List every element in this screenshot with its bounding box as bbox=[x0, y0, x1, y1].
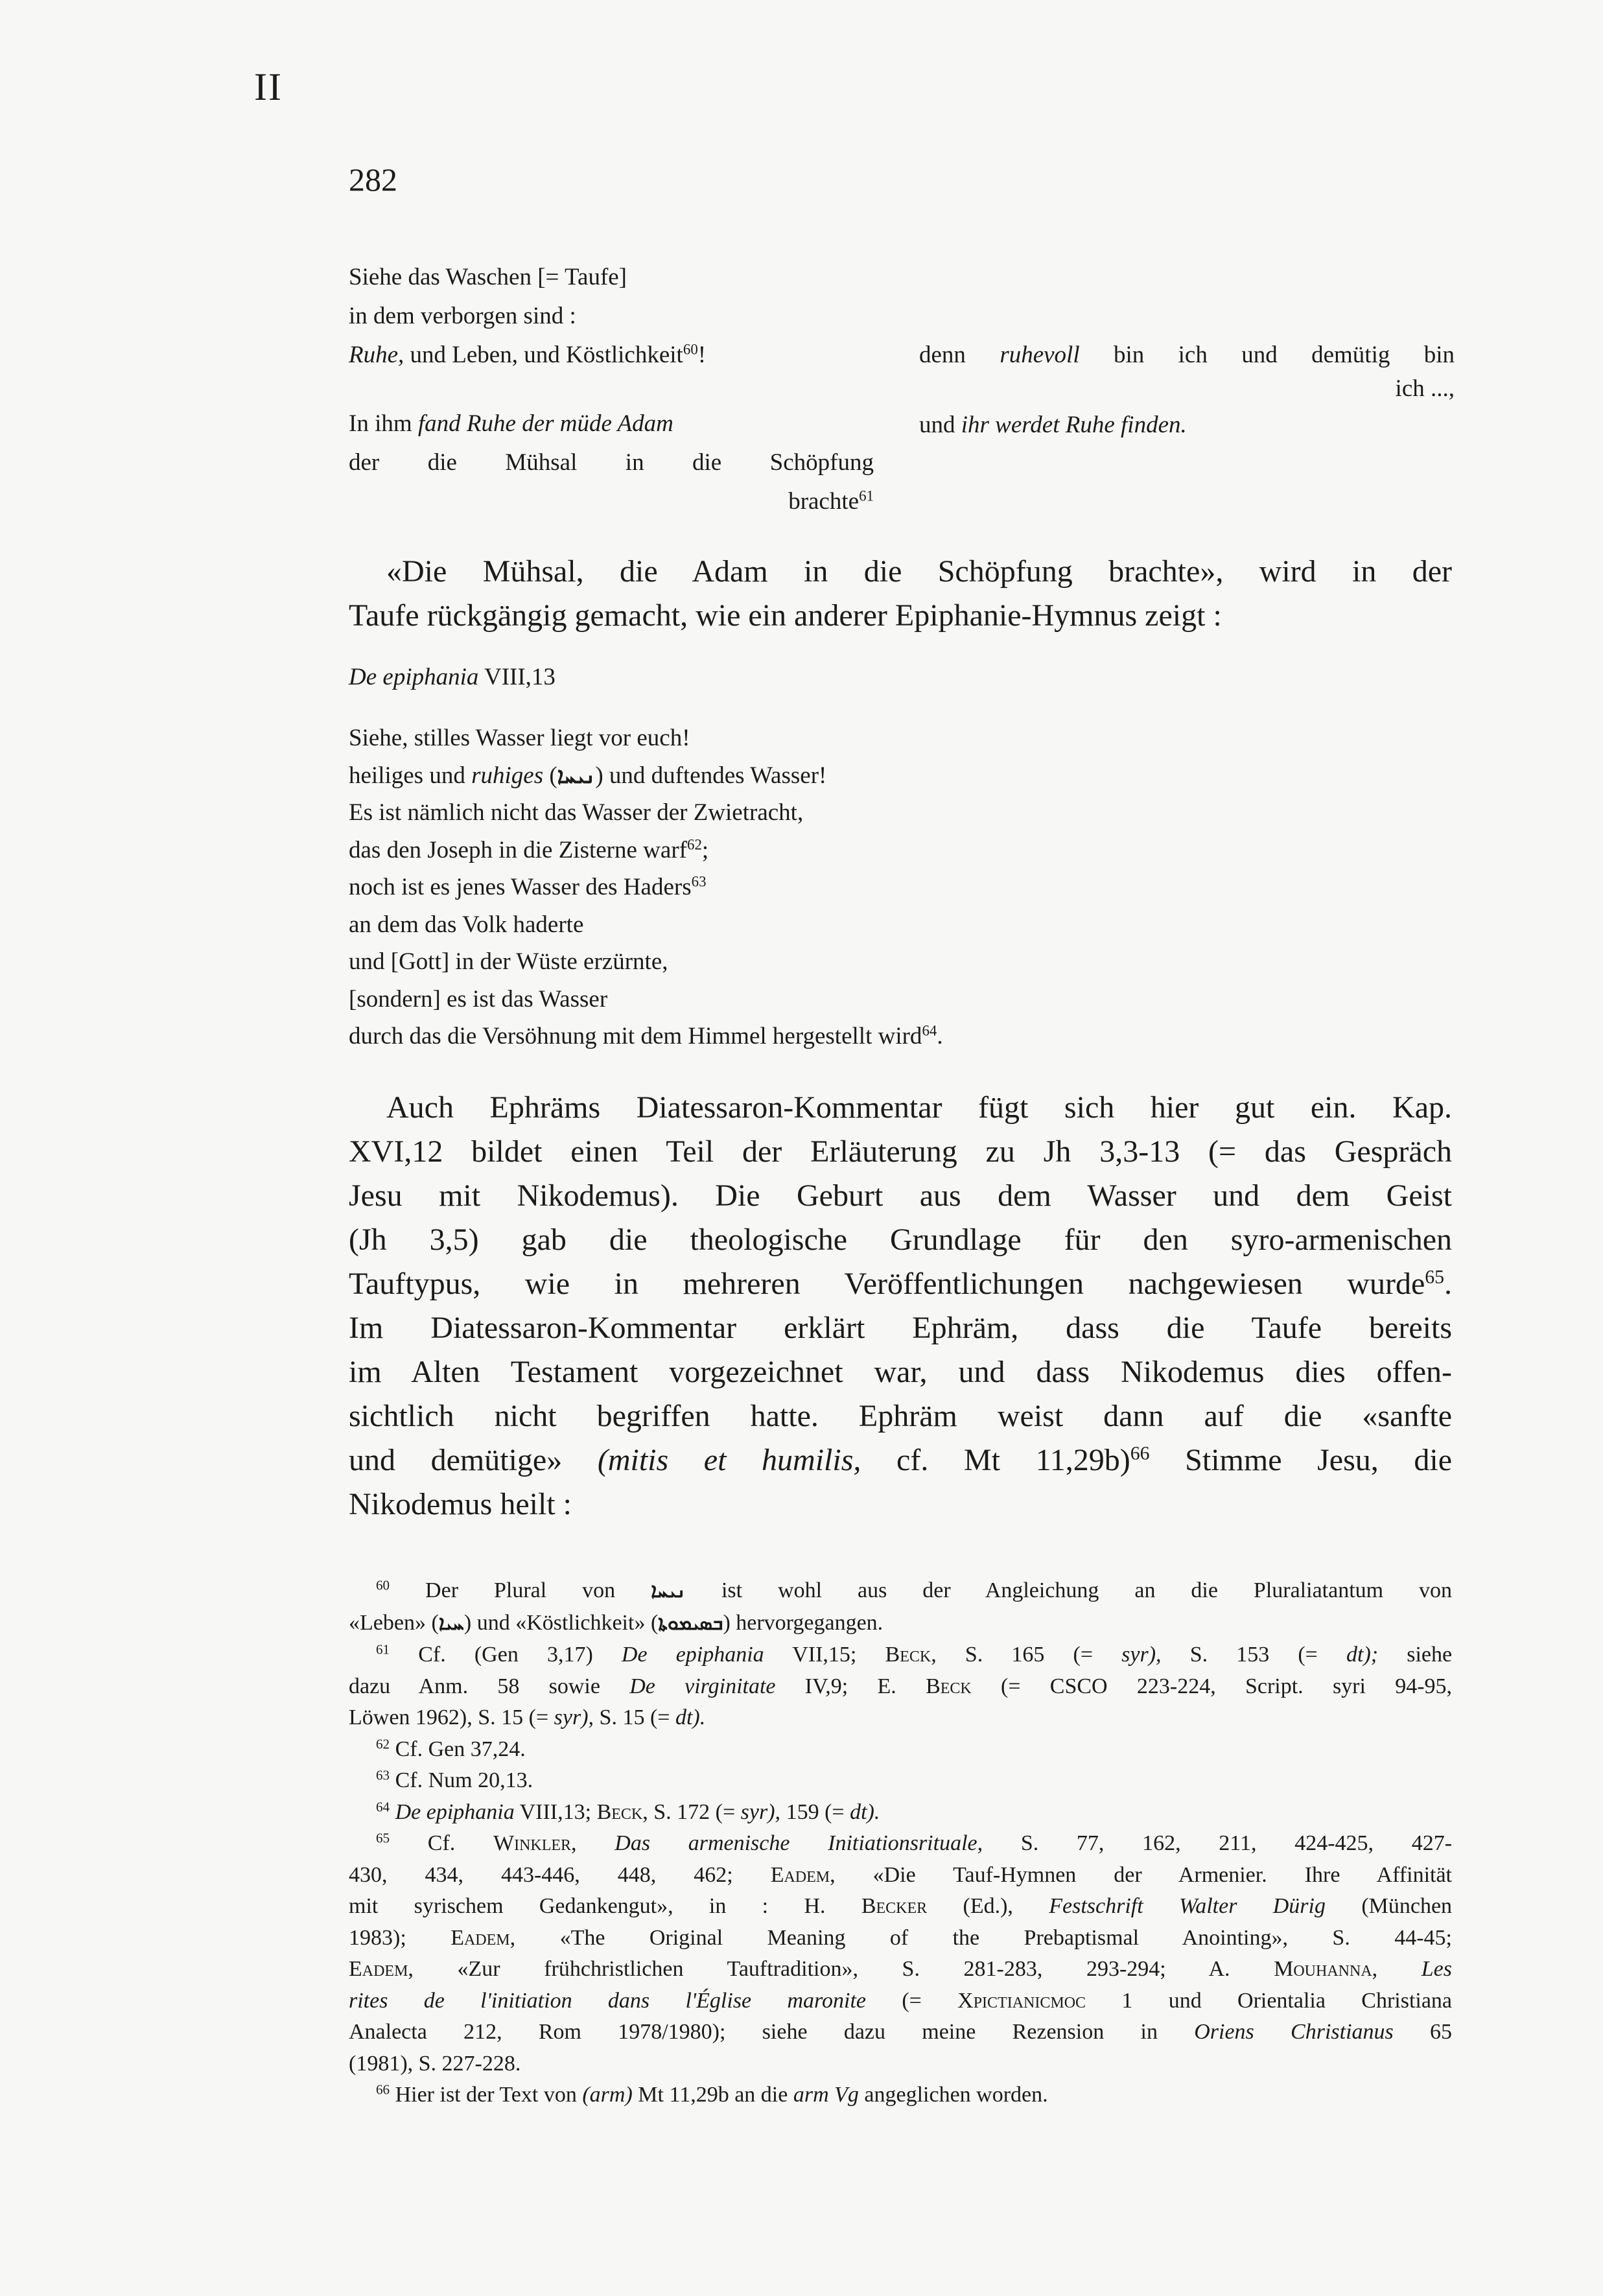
source-citation bbox=[349, 661, 556, 694]
text-run: Stimme Jesu, die bbox=[1185, 1443, 1453, 1477]
text-line: (Jh 3,5) gab die theologische Grundlage für den syro-armenischen bbox=[349, 1223, 1452, 1257]
note-text: Cf. bbox=[427, 1831, 456, 1855]
note-text: S. 77, 162, 211, 424-425, 427- bbox=[1020, 1831, 1453, 1855]
note-text: mit syrischem Gedankengut», in : H. bbox=[349, 1894, 826, 1918]
page-number: 282 bbox=[349, 161, 397, 198]
emph-phrase: ihr werdet Ruhe finden. bbox=[961, 412, 1187, 438]
footnote-65-cont: (1981), S. 227-228. bbox=[349, 2051, 521, 2076]
poem-text: das den Joseph in die Zisterne warf bbox=[349, 836, 687, 863]
poem-line: und [Gott] in der Wüste erzürnte, bbox=[349, 948, 668, 975]
note-text: Löwen 1962), S. 15 (= bbox=[349, 1705, 549, 1729]
poem-right-column bbox=[919, 336, 1455, 445]
poem-text: brachte bbox=[788, 488, 860, 515]
note-title: Les bbox=[1421, 1957, 1452, 1981]
author-name: Beck bbox=[926, 1674, 972, 1698]
poem-text: ; bbox=[701, 836, 709, 863]
emph-phrase: fand Ruhe der müde Adam bbox=[417, 410, 673, 437]
author-name: Eadem, bbox=[349, 1957, 414, 1981]
citation-title: De epiphania bbox=[349, 664, 479, 690]
note-text: VIII,13; bbox=[519, 1799, 592, 1824]
note-text: 65 bbox=[1430, 2020, 1453, 2044]
poem-text: . bbox=[937, 1023, 943, 1049]
poem-text: ( bbox=[549, 762, 557, 789]
note-text: Der Plural von bbox=[425, 1578, 616, 1602]
body-paragraph bbox=[349, 1086, 1452, 1527]
poem-line bbox=[349, 336, 880, 375]
footnote-65-cont bbox=[349, 1860, 1452, 1892]
note-abbrev: dt). bbox=[850, 1799, 880, 1824]
note-text: dazu Anm. 58 sowie bbox=[349, 1674, 600, 1698]
author-name: Beck, bbox=[596, 1799, 648, 1824]
note-text: 430, 434, 443-446, 448, 462; bbox=[349, 1862, 733, 1887]
footnote-number: 64 bbox=[376, 1798, 390, 1814]
chapter-marker: II bbox=[254, 65, 283, 108]
footnote-ref: 65 bbox=[1425, 1266, 1444, 1288]
note-abbrev: dt). bbox=[675, 1705, 706, 1729]
text-line: Auch Ephräms Diatessaron-Kommentar fügt sich hier gut ein. Kap. bbox=[386, 1090, 1452, 1125]
footnote-number: 63 bbox=[376, 1767, 390, 1783]
footnote-number: 61 bbox=[376, 1641, 390, 1658]
note-text: S. 172 (= bbox=[653, 1799, 736, 1824]
note-text: siehe bbox=[1407, 1643, 1453, 1667]
poem-line: ich ..., bbox=[1395, 375, 1455, 402]
footnote-60 bbox=[349, 1575, 1452, 1608]
emph-word: ruhiges bbox=[471, 762, 544, 789]
series-name: Xpictianicmoc bbox=[957, 1988, 1086, 2013]
poem-text: ) und duftendes Wasser! bbox=[595, 762, 827, 789]
poem-text: denn bbox=[919, 342, 966, 368]
note-abbrev: (arm) bbox=[582, 2083, 633, 2107]
poem-line: der die Mühsal in die Schöpfung bbox=[349, 449, 874, 476]
poem-line bbox=[349, 832, 943, 869]
poem-line bbox=[349, 757, 943, 795]
footnote-ref: 66 bbox=[1130, 1442, 1150, 1464]
note-text: Mt 11,29b an die bbox=[638, 2083, 788, 2107]
text-run: und demütige» bbox=[349, 1443, 563, 1477]
syriac-word: ܢܝܚܐ bbox=[651, 1580, 686, 1602]
poem-text: heiliges und bbox=[349, 762, 465, 789]
footnote-ref: 60 bbox=[683, 341, 698, 358]
text-line: Im Diatessaron-Kommentar erklärt Ephräm, dass die Taufe bereits bbox=[349, 1311, 1452, 1345]
note-text: Hier ist der Text von bbox=[395, 2083, 577, 2107]
note-text: ) und «Köstlichkeit» ( bbox=[463, 1610, 659, 1635]
syriac-word: ܒܣܝܡܘܬܐ bbox=[658, 1611, 723, 1635]
text-line: «Die Mühsal, die Adam in die Schöpfung brachte», wird in der bbox=[386, 554, 1452, 589]
note-text: (München bbox=[1361, 1894, 1453, 1918]
emph-phrase: (mitis et humilis, bbox=[597, 1443, 861, 1477]
footnote-61-cont bbox=[349, 1702, 1452, 1734]
footnote-65-cont bbox=[349, 2017, 1452, 2048]
text-line: im Alten Testament vorgezeichnet war, und dass Nikodemus dies offen- bbox=[349, 1355, 1452, 1389]
poem-line bbox=[919, 406, 1455, 445]
poem-line: an dem das Volk haderte bbox=[349, 911, 584, 938]
poem-text: noch ist es jenes Wasser des Haders bbox=[349, 874, 692, 900]
emph-word: ruhevoll bbox=[1000, 342, 1080, 368]
note-text: Cf. Num 20,13. bbox=[395, 1768, 533, 1792]
footnote-65-cont bbox=[349, 1986, 1452, 2017]
footnote-ref: 63 bbox=[691, 873, 707, 890]
author-name: Becker bbox=[861, 1894, 928, 1918]
note-abbrev: syr), bbox=[740, 1799, 781, 1824]
note-title: De epiphania bbox=[395, 1799, 515, 1824]
poem-text: bin ich und demütig bin bbox=[1114, 342, 1455, 368]
poem-line: Siehe, stilles Wasser liegt vor euch! bbox=[349, 725, 690, 751]
text-line bbox=[349, 1438, 1452, 1482]
footnote-64 bbox=[349, 1797, 1452, 1829]
footnote-63 bbox=[349, 1765, 1452, 1797]
footnote-ref: 64 bbox=[922, 1022, 937, 1039]
footnote-number: 60 bbox=[376, 1577, 390, 1593]
footnote-65-cont bbox=[349, 1954, 1452, 1986]
citation-ref: VIII,13 bbox=[484, 664, 556, 690]
poem-line bbox=[349, 482, 874, 521]
text-line: Taufe rückgängig gemacht, wie ein anderer Epiphanie-Hymnus zeigt : bbox=[349, 598, 1222, 633]
footnote-65-cont bbox=[349, 1891, 1452, 1923]
author-name: Eadem, bbox=[770, 1862, 836, 1887]
emph-word: Ruhe, bbox=[349, 342, 404, 368]
text-line bbox=[349, 1262, 1452, 1306]
hymn-quote bbox=[349, 720, 943, 1055]
author-name: Beck, bbox=[885, 1643, 937, 1667]
note-title: Das armenische Initiationsrituale, bbox=[614, 1831, 983, 1855]
note-abbrev: syr), bbox=[554, 1705, 594, 1729]
poem-line: [sondern] es ist das Wasser bbox=[349, 985, 608, 1013]
syriac-word: ܢܝܚܐ bbox=[557, 762, 596, 788]
footnote-number: 62 bbox=[376, 1735, 390, 1751]
note-text: 1 und Orientalia Christiana bbox=[1121, 1988, 1453, 2013]
poem-text: In ihm bbox=[349, 410, 412, 437]
footnote-62 bbox=[349, 1734, 1452, 1766]
footnote-ref: 62 bbox=[686, 836, 702, 852]
body-paragraph bbox=[349, 550, 1452, 638]
note-text: «The Original Meaning of the Prebaptismal Anointing», S. 44-45; bbox=[559, 1925, 1452, 1950]
footnote-ref: 61 bbox=[859, 487, 874, 504]
text-line: sichtlich nicht begriffen hatte. Ephräm weist dann auf die «sanfte bbox=[349, 1399, 1452, 1433]
text-line: XVI,12 bildet einen Teil der Erläuterung zu Jh 3,3-13 (= das Gespräch bbox=[349, 1134, 1452, 1169]
author-name: Eadem, bbox=[450, 1925, 516, 1950]
footnote-number: 66 bbox=[376, 2081, 390, 2098]
note-text: S. 15 (= bbox=[599, 1705, 670, 1729]
text-run: Tauftypus, wie in mehreren Veröffentlichungen nachgewiesen wurde bbox=[349, 1267, 1425, 1301]
note-text: angeglichen worden. bbox=[864, 2083, 1048, 2107]
note-text: «Die Tauf-Hymnen der Armenier. Ihre Affinität bbox=[872, 1862, 1452, 1887]
note-text: VII,15; bbox=[792, 1643, 857, 1667]
poem-line: Siehe das Waschen [= Taufe] bbox=[349, 264, 627, 290]
note-title: Oriens Christianus bbox=[1194, 2020, 1394, 2044]
poem-line bbox=[919, 336, 1455, 375]
text-line: Jesu mit Nikodemus). Die Geburt aus dem Wasser und dem Geist bbox=[349, 1178, 1452, 1213]
note-text: (= bbox=[902, 1988, 922, 2013]
note-text: ) hervorgegangen. bbox=[723, 1610, 883, 1635]
note-title: De epiphania bbox=[621, 1643, 764, 1667]
poem-line: Es ist nämlich nicht das Wasser der Zwietracht, bbox=[349, 799, 804, 826]
text-line: Nikodemus heilt : bbox=[349, 1487, 572, 1521]
poem-text: und bbox=[919, 412, 955, 438]
footnote-66 bbox=[349, 2079, 1452, 2111]
note-text: «Zur frühchristlichen Tauftradition», S. 281-283, 293-294; A. bbox=[457, 1957, 1230, 1981]
poem-text: und Leben, und Köstlichkeit bbox=[410, 342, 683, 368]
note-text: Cf. Gen 37,24. bbox=[395, 1737, 526, 1761]
note-text: 159 (= bbox=[786, 1799, 845, 1824]
footnote-61-cont bbox=[349, 1671, 1452, 1703]
note-text: IV,9; E. bbox=[804, 1674, 896, 1698]
footnote-61 bbox=[349, 1639, 1452, 1671]
poem-text: ! bbox=[697, 342, 707, 368]
poem-line bbox=[349, 404, 880, 443]
note-text: (= CSCO 223-224, Script. syri 94-95, bbox=[1001, 1674, 1453, 1698]
author-name: Winkler, bbox=[493, 1831, 577, 1855]
note-text: Analecta 212, Rom 1978/1980); siehe dazu meine Rezension in bbox=[349, 2020, 1158, 2044]
note-text: S. 153 (= bbox=[1189, 1643, 1318, 1667]
note-abbrev: dt); bbox=[1346, 1643, 1379, 1667]
note-text: 1983); bbox=[349, 1925, 406, 1950]
syriac-word: ܚܝܐ bbox=[438, 1611, 464, 1635]
footnote-65 bbox=[349, 1828, 1452, 1860]
poem-line: in dem verborgen sind : bbox=[349, 303, 576, 329]
poem-line bbox=[349, 869, 943, 906]
poem-line bbox=[349, 1018, 943, 1055]
note-text: (Ed.), bbox=[963, 1894, 1013, 1918]
text-run: cf. Mt 11,29b) bbox=[896, 1443, 1130, 1477]
note-abbrev: arm Vg bbox=[793, 2083, 859, 2107]
footnotes bbox=[349, 1575, 1452, 2111]
note-title: De virginitate bbox=[629, 1674, 776, 1698]
note-text: ist wohl aus der Angleichung an die Pluraliatantum von bbox=[721, 1578, 1453, 1602]
note-title: Festschrift Walter Dürig bbox=[1049, 1894, 1326, 1918]
note-text: «Leben» ( bbox=[349, 1610, 439, 1635]
note-text: Cf. (Gen 3,17) bbox=[418, 1643, 593, 1667]
poem-left-column bbox=[349, 258, 880, 521]
footnote-65-cont bbox=[349, 1923, 1452, 1954]
footnote-number: 65 bbox=[376, 1830, 390, 1846]
note-title: rites de l'initiation dans l'Église maronite bbox=[349, 1988, 866, 2013]
text-run: . bbox=[1444, 1267, 1452, 1301]
author-name: Mouhanna, bbox=[1274, 1957, 1378, 1981]
poem-text: durch das die Versöhnung mit dem Himmel hergestellt wird bbox=[349, 1023, 922, 1049]
note-abbrev: syr), bbox=[1121, 1643, 1162, 1667]
footnote-60-cont bbox=[349, 1608, 1452, 1640]
note-text: S. 165 (= bbox=[965, 1643, 1094, 1667]
